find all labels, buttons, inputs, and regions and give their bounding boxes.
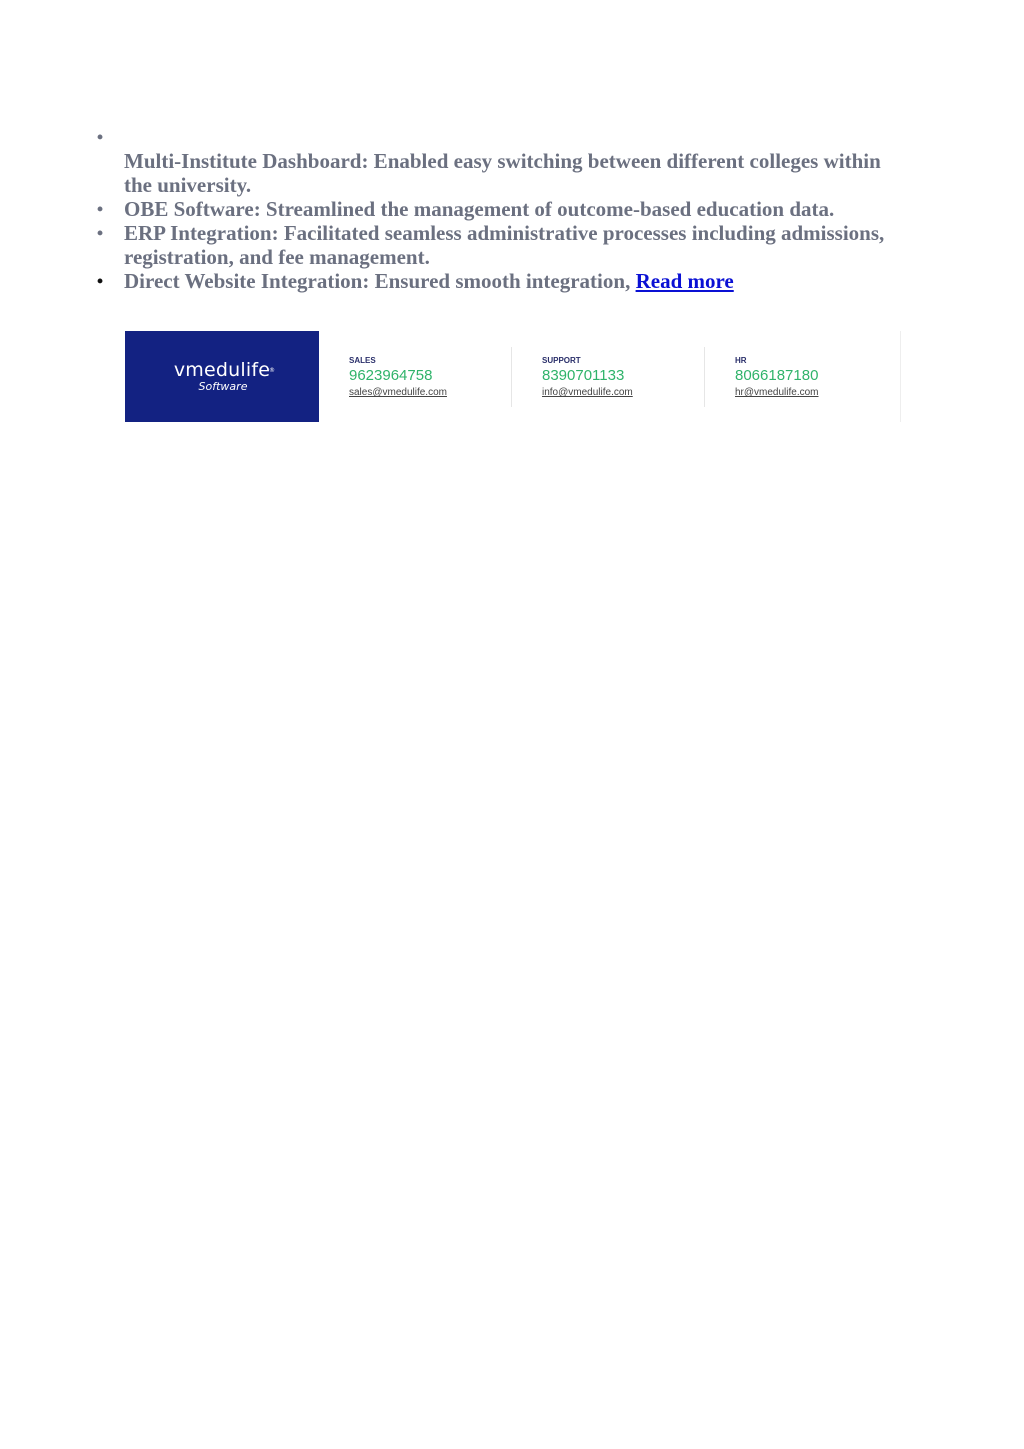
logo <box>125 331 319 422</box>
bullet-icon: • <box>96 127 104 147</box>
contact-label: SALES <box>349 356 376 365</box>
contact-sales <box>319 331 512 422</box>
list-item <box>96 269 904 293</box>
contact-phone[interactable]: 8390701133 <box>542 367 625 384</box>
contact-hr <box>705 331 898 422</box>
feature-text: Multi-Institute Dashboard: Enabled easy switching between different colleges within the university. <box>124 149 881 197</box>
bullet-icon: • <box>96 223 104 243</box>
contact-phone[interactable]: 8066187180 <box>735 367 819 384</box>
feature-text: Direct Website Integration: Ensured smooth integration, <box>124 269 636 293</box>
list-item <box>96 197 904 221</box>
list-item <box>96 124 904 197</box>
feature-text: ERP Integration: Facilitated seamless administrative processes including admissions, registration, and fee management. <box>124 221 885 269</box>
bullet-icon: • <box>96 199 104 219</box>
read-more-link[interactable]: Read more <box>635 269 734 293</box>
contact-email[interactable]: hr@vmedulife.com <box>735 387 819 398</box>
contact-banner <box>125 331 901 422</box>
registered-mark: ® <box>268 367 276 374</box>
contact-email[interactable]: sales@vmedulife.com <box>349 387 447 398</box>
list-item <box>96 221 904 269</box>
contact-label: SUPPORT <box>542 356 581 365</box>
feature-list <box>96 124 904 293</box>
feature-text: OBE Software: Streamlined the management of outcome-based education data. <box>124 197 835 221</box>
bullet-icon: • <box>96 271 104 291</box>
contact-support <box>512 331 705 422</box>
contact-label: HR <box>735 356 747 365</box>
logo-subtitle: Software <box>198 380 248 393</box>
contact-phone[interactable]: 9623964758 <box>349 367 433 384</box>
contact-email[interactable]: info@vmedulife.com <box>542 387 633 398</box>
logo-name: vmedulife ® <box>173 359 276 381</box>
